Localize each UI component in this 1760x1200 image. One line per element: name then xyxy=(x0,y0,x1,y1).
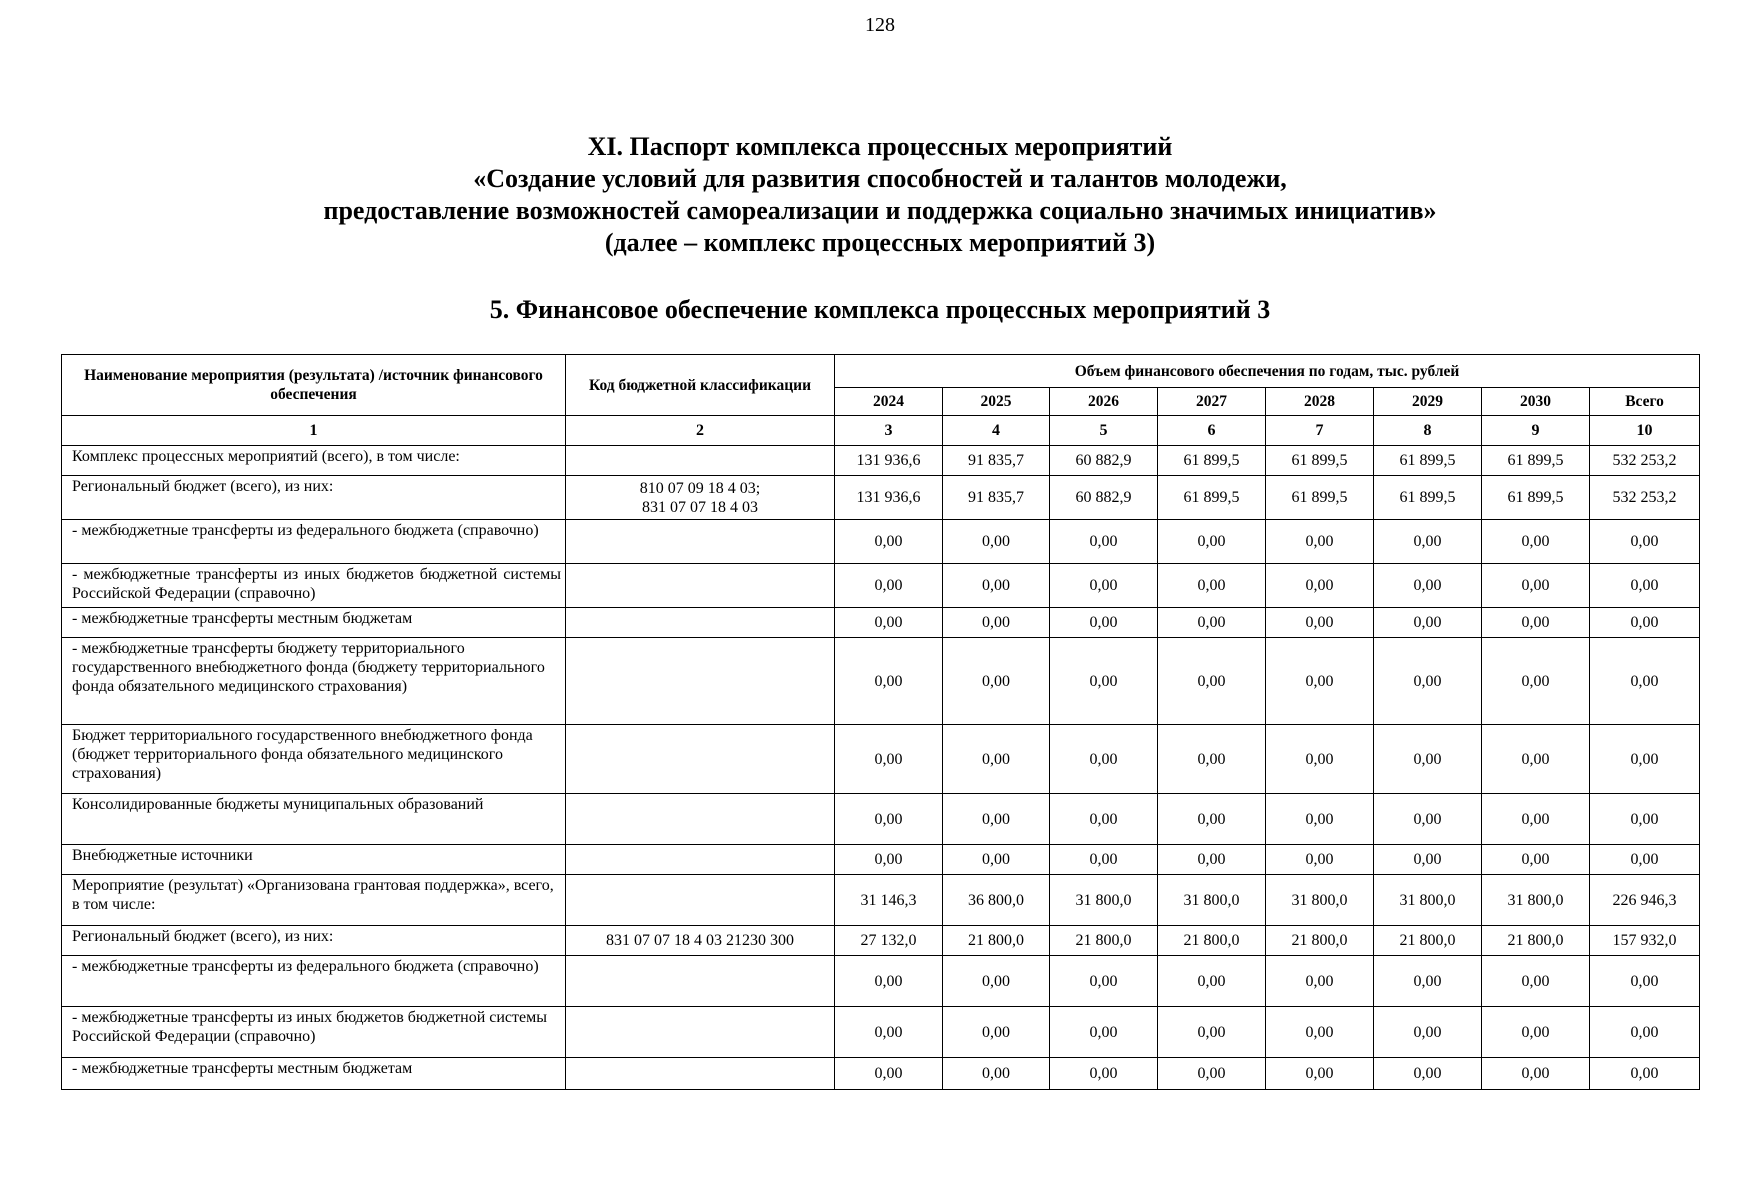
row-year-value: 0,00 xyxy=(835,608,943,638)
row-year-value: 21 800,0 xyxy=(1374,926,1482,956)
page-number: 128 xyxy=(865,14,895,36)
row-year-value: 0,00 xyxy=(1050,956,1158,1007)
row-code xyxy=(566,956,835,1007)
row-year-value: 0,00 xyxy=(1266,608,1374,638)
row-year-value: 0,00 xyxy=(835,520,943,564)
column-index: 2 xyxy=(566,416,835,446)
row-code xyxy=(566,845,835,875)
row-year-value: 0,00 xyxy=(1482,725,1590,794)
title-line-2: «Создание условий для развития способностей и талантов молодежи, xyxy=(473,164,1287,193)
row-year-value: 61 899,5 xyxy=(1374,446,1482,476)
row-year-value: 0,00 xyxy=(943,564,1050,608)
row-year-value: 0,00 xyxy=(943,638,1050,725)
row-year-value: 61 899,5 xyxy=(1266,446,1374,476)
row-year-value: 0,00 xyxy=(943,1007,1050,1058)
column-index: 3 xyxy=(835,416,943,446)
row-year-value: 0,00 xyxy=(1050,1058,1158,1090)
row-year-value: 0,00 xyxy=(1482,845,1590,875)
row-year-value: 21 800,0 xyxy=(1266,926,1374,956)
table-row xyxy=(62,608,1700,638)
row-year-value: 0,00 xyxy=(943,520,1050,564)
row-year-value: 0,00 xyxy=(1374,1007,1482,1058)
title-line-1: XI. Паспорт комплекса процессных мероприятий xyxy=(587,132,1173,161)
header-year: 2029 xyxy=(1374,388,1482,416)
row-year-value: 0,00 xyxy=(835,845,943,875)
row-name: Бюджет территориального государственного внебюджетного фонда (бюджет территориального фонда обязательного медицинского страхования) xyxy=(62,725,566,794)
row-year-value: 0,00 xyxy=(943,956,1050,1007)
row-total-value: 532 253,2 xyxy=(1590,476,1700,520)
row-code xyxy=(566,875,835,926)
table-row xyxy=(62,520,1700,564)
row-code xyxy=(566,638,835,725)
table-row xyxy=(62,638,1700,725)
row-code: 831 07 07 18 4 03 21230 300 xyxy=(566,926,835,956)
row-total-value: 0,00 xyxy=(1590,725,1700,794)
row-year-value: 36 800,0 xyxy=(943,875,1050,926)
row-year-value: 0,00 xyxy=(1374,956,1482,1007)
row-name: - межбюджетные трансферты из иных бюджетов бюджетной системы Российской Федерации (справочно) xyxy=(62,1007,566,1058)
row-year-value: 31 800,0 xyxy=(1158,875,1266,926)
row-year-value: 0,00 xyxy=(943,725,1050,794)
row-year-value: 31 800,0 xyxy=(1374,875,1482,926)
row-year-value: 31 800,0 xyxy=(1050,875,1158,926)
row-year-value: 0,00 xyxy=(943,845,1050,875)
header-year: 2024 xyxy=(835,388,943,416)
table-row xyxy=(62,446,1700,476)
row-year-value: 0,00 xyxy=(1374,638,1482,725)
row-code xyxy=(566,520,835,564)
header-name: Наименование мероприятия (результата) /источник финансового обеспечения xyxy=(62,355,566,416)
row-year-value: 0,00 xyxy=(1266,794,1374,845)
row-year-value: 0,00 xyxy=(1158,1007,1266,1058)
row-year-value: 61 899,5 xyxy=(1158,446,1266,476)
row-year-value: 21 800,0 xyxy=(1158,926,1266,956)
column-index: 4 xyxy=(943,416,1050,446)
row-total-value: 532 253,2 xyxy=(1590,446,1700,476)
header-year: 2027 xyxy=(1158,388,1266,416)
column-index: 1 xyxy=(62,416,566,446)
row-name: - межбюджетные трансферты из федерального бюджета (справочно) xyxy=(62,520,566,564)
row-total-value: 0,00 xyxy=(1590,1007,1700,1058)
header-total: Всего xyxy=(1590,388,1700,416)
row-year-value: 0,00 xyxy=(835,638,943,725)
row-code xyxy=(566,725,835,794)
row-code xyxy=(566,564,835,608)
row-total-value: 0,00 xyxy=(1590,1058,1700,1090)
row-total-value: 0,00 xyxy=(1590,608,1700,638)
row-year-value: 61 899,5 xyxy=(1266,476,1374,520)
row-year-value: 0,00 xyxy=(835,725,943,794)
row-year-value: 0,00 xyxy=(1482,1058,1590,1090)
table-row xyxy=(62,845,1700,875)
row-code xyxy=(566,1007,835,1058)
row-name: - межбюджетные трансферты из федерального бюджета (справочно) xyxy=(62,956,566,1007)
row-year-value: 0,00 xyxy=(1158,638,1266,725)
row-name: Мероприятие (результат) «Организована грантовая поддержка», всего, в том числе: xyxy=(62,875,566,926)
row-year-value: 0,00 xyxy=(1158,845,1266,875)
row-year-value: 0,00 xyxy=(1158,956,1266,1007)
row-year-value: 0,00 xyxy=(943,608,1050,638)
row-year-value: 0,00 xyxy=(1482,1007,1590,1058)
column-index: 5 xyxy=(1050,416,1158,446)
table-body xyxy=(62,446,1700,1090)
table-row xyxy=(62,564,1700,608)
row-year-value: 0,00 xyxy=(1050,725,1158,794)
row-total-value: 0,00 xyxy=(1590,564,1700,608)
row-year-value: 0,00 xyxy=(1266,1058,1374,1090)
row-year-value: 0,00 xyxy=(1374,845,1482,875)
title-line-4: (далее – комплекс процессных мероприятий 3) xyxy=(604,228,1156,257)
row-name: - межбюджетные трансферты из иных бюджетов бюджетной системы Российской Федерации (справочно) xyxy=(62,564,566,608)
row-name: Консолидированные бюджеты муниципальных образований xyxy=(62,794,566,845)
title-line-3: предоставление возможностей самореализации и поддержка социально значимых инициатив» xyxy=(323,196,1437,225)
table-row xyxy=(62,956,1700,1007)
row-code xyxy=(566,794,835,845)
row-year-value: 0,00 xyxy=(1050,564,1158,608)
table-row xyxy=(62,1058,1700,1090)
row-year-value: 0,00 xyxy=(1266,564,1374,608)
row-total-value: 157 932,0 xyxy=(1590,926,1700,956)
row-year-value: 0,00 xyxy=(1050,845,1158,875)
column-index: 8 xyxy=(1374,416,1482,446)
row-code xyxy=(566,1058,835,1090)
row-year-value: 21 800,0 xyxy=(943,926,1050,956)
document-title xyxy=(0,131,1760,259)
row-year-value: 21 800,0 xyxy=(1482,926,1590,956)
row-year-value: 31 146,3 xyxy=(835,875,943,926)
row-year-value: 0,00 xyxy=(1266,725,1374,794)
row-code xyxy=(566,446,835,476)
row-year-value: 0,00 xyxy=(1050,794,1158,845)
row-year-value: 0,00 xyxy=(1266,845,1374,875)
header-year: 2028 xyxy=(1266,388,1374,416)
row-year-value: 131 936,6 xyxy=(835,446,943,476)
column-index: 7 xyxy=(1266,416,1374,446)
row-year-value: 0,00 xyxy=(835,794,943,845)
row-year-value: 60 882,9 xyxy=(1050,446,1158,476)
row-name: Комплекс процессных мероприятий (всего), в том числе: xyxy=(62,446,566,476)
row-year-value: 0,00 xyxy=(1482,794,1590,845)
row-total-value: 0,00 xyxy=(1590,638,1700,725)
row-year-value: 0,00 xyxy=(1482,564,1590,608)
row-year-value: 0,00 xyxy=(1050,608,1158,638)
financing-table xyxy=(61,354,1700,1090)
row-year-value: 91 835,7 xyxy=(943,446,1050,476)
row-year-value: 0,00 xyxy=(943,794,1050,845)
row-name: - межбюджетные трансферты бюджету территориального государственного внебюджетного фонда (бюджету территориального фонда обязательного медицинского страхования) xyxy=(62,638,566,725)
column-index: 9 xyxy=(1482,416,1590,446)
row-total-value: 0,00 xyxy=(1590,520,1700,564)
row-name: Региональный бюджет (всего), из них: xyxy=(62,926,566,956)
header-year: 2025 xyxy=(943,388,1050,416)
table-row xyxy=(62,875,1700,926)
row-code: 810 07 09 18 4 03; 831 07 07 18 4 03 xyxy=(566,476,835,520)
row-total-value: 0,00 xyxy=(1590,956,1700,1007)
table-header xyxy=(62,355,1700,446)
row-year-value: 0,00 xyxy=(1158,608,1266,638)
row-year-value: 0,00 xyxy=(1050,1007,1158,1058)
row-year-value: 0,00 xyxy=(1158,1058,1266,1090)
row-year-value: 61 899,5 xyxy=(1482,446,1590,476)
row-year-value: 0,00 xyxy=(1374,725,1482,794)
table-row xyxy=(62,725,1700,794)
index-row xyxy=(62,416,1700,446)
row-name: Региональный бюджет (всего), из них: xyxy=(62,476,566,520)
row-total-value: 0,00 xyxy=(1590,845,1700,875)
row-year-value: 60 882,9 xyxy=(1050,476,1158,520)
row-year-value: 0,00 xyxy=(1050,520,1158,564)
table-row xyxy=(62,794,1700,845)
table-row xyxy=(62,1007,1700,1058)
row-year-value: 0,00 xyxy=(835,956,943,1007)
column-index: 10 xyxy=(1590,416,1700,446)
row-year-value: 61 899,5 xyxy=(1158,476,1266,520)
header-year: 2030 xyxy=(1482,388,1590,416)
table-row xyxy=(62,476,1700,520)
row-year-value: 0,00 xyxy=(835,1007,943,1058)
row-year-value: 31 800,0 xyxy=(1482,875,1590,926)
row-year-value: 0,00 xyxy=(1374,608,1482,638)
row-year-value: 0,00 xyxy=(1374,794,1482,845)
header-code: Код бюджетной классификации xyxy=(566,355,835,416)
row-code xyxy=(566,608,835,638)
row-year-value: 0,00 xyxy=(1374,1058,1482,1090)
row-year-value: 0,00 xyxy=(1266,520,1374,564)
row-year-value: 0,00 xyxy=(1482,608,1590,638)
row-total-value: 226 946,3 xyxy=(1590,875,1700,926)
row-year-value: 0,00 xyxy=(1158,794,1266,845)
row-name: Внебюджетные источники xyxy=(62,845,566,875)
section-title: 5. Финансовое обеспечение комплекса процессных мероприятий 3 xyxy=(489,295,1271,324)
row-year-value: 0,00 xyxy=(1158,725,1266,794)
row-year-value: 61 899,5 xyxy=(1482,476,1590,520)
table-row xyxy=(62,926,1700,956)
row-year-value: 0,00 xyxy=(1482,956,1590,1007)
row-year-value: 61 899,5 xyxy=(1374,476,1482,520)
row-year-value: 0,00 xyxy=(835,1058,943,1090)
row-total-value: 0,00 xyxy=(1590,794,1700,845)
row-year-value: 91 835,7 xyxy=(943,476,1050,520)
row-year-value: 0,00 xyxy=(1158,564,1266,608)
header-volume: Объем финансового обеспечения по годам, тыс. рублей xyxy=(835,355,1700,388)
row-year-value: 21 800,0 xyxy=(1050,926,1158,956)
row-name: - межбюджетные трансферты местным бюджетам xyxy=(62,608,566,638)
row-year-value: 0,00 xyxy=(1266,638,1374,725)
row-year-value: 131 936,6 xyxy=(835,476,943,520)
row-year-value: 0,00 xyxy=(943,1058,1050,1090)
row-year-value: 0,00 xyxy=(1374,564,1482,608)
row-year-value: 0,00 xyxy=(1266,1007,1374,1058)
row-year-value: 0,00 xyxy=(1482,520,1590,564)
row-year-value: 0,00 xyxy=(835,564,943,608)
row-year-value: 0,00 xyxy=(1050,638,1158,725)
row-year-value: 27 132,0 xyxy=(835,926,943,956)
header-year: 2026 xyxy=(1050,388,1158,416)
row-year-value: 0,00 xyxy=(1158,520,1266,564)
row-name: - межбюджетные трансферты местным бюджетам xyxy=(62,1058,566,1090)
row-year-value: 0,00 xyxy=(1482,638,1590,725)
column-index: 6 xyxy=(1158,416,1266,446)
row-year-value: 0,00 xyxy=(1374,520,1482,564)
row-year-value: 0,00 xyxy=(1266,956,1374,1007)
row-year-value: 31 800,0 xyxy=(1266,875,1374,926)
